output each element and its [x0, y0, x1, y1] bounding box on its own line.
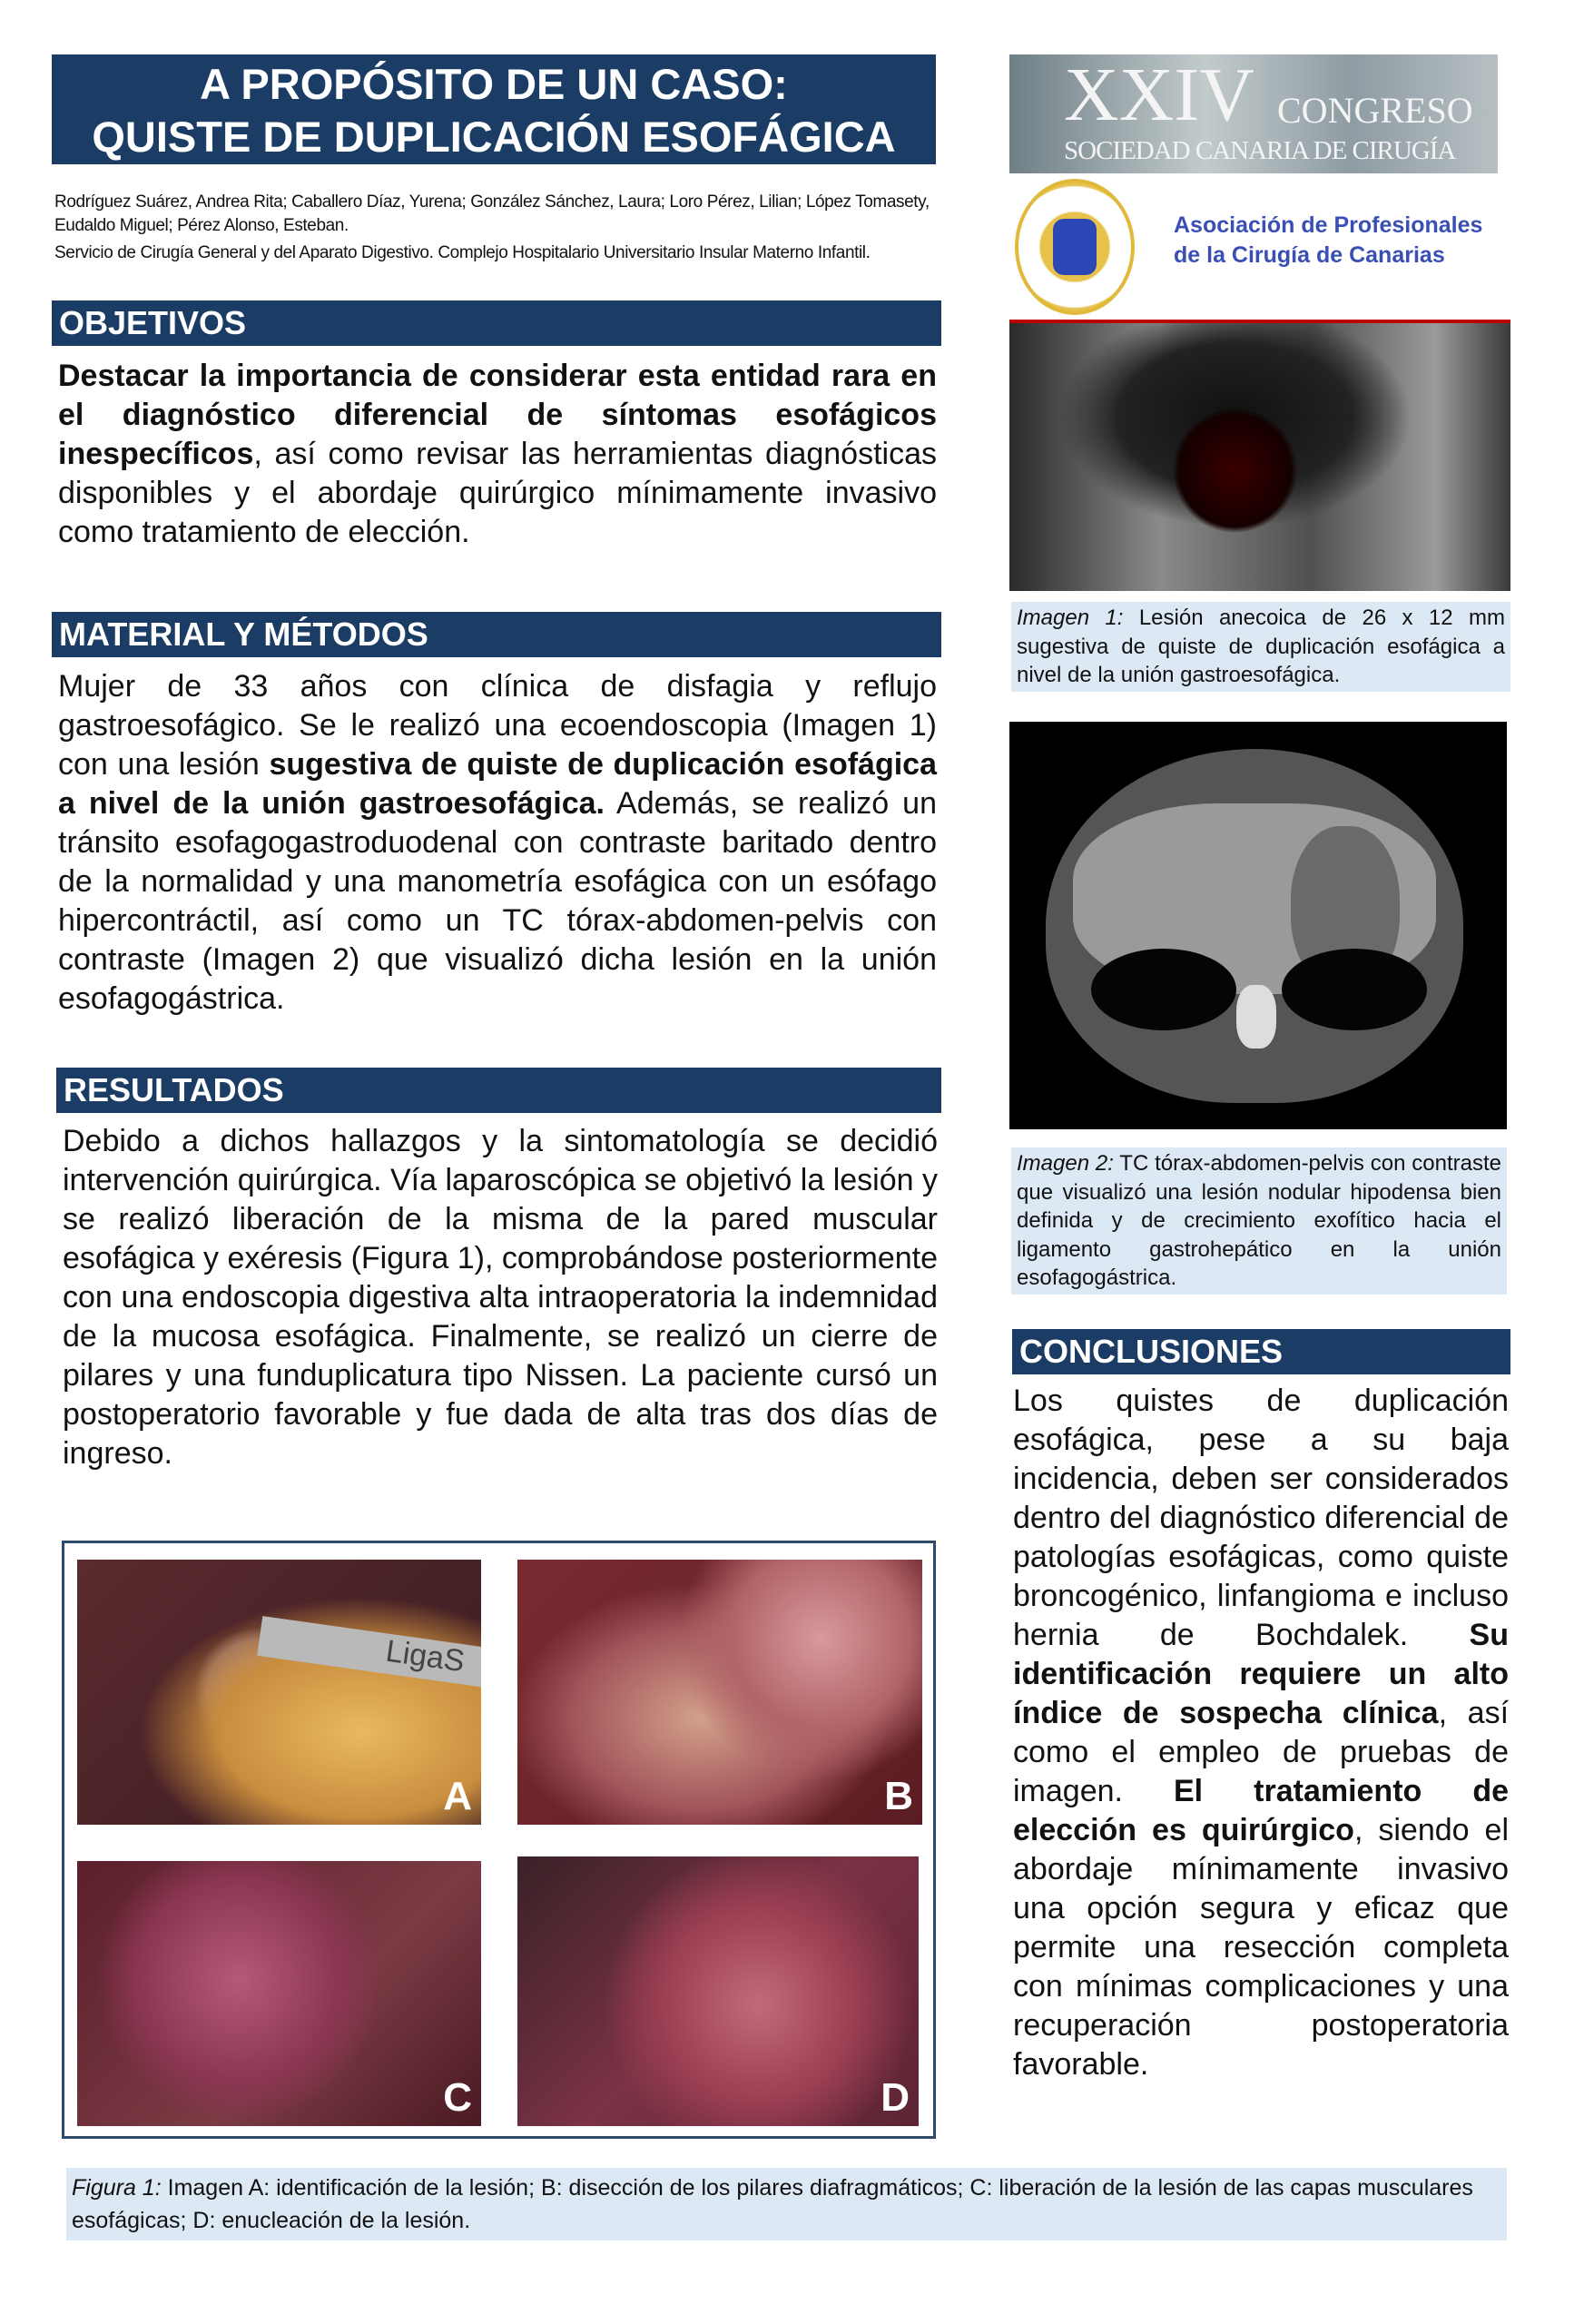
figure-1-caption: [66, 2168, 1507, 2240]
congress-logo: [1009, 54, 1498, 173]
panel-label-b: B: [884, 1774, 913, 1818]
material-p2: Además, se realizó un tránsito esofagogastroduodenal con contraste baritado dentro de la normalidad y una manometría esofágica con un esófago hipercontráctil, así como un TC tórax-abdomen-pelvis con contraste (Imagen 2) que visualizó dicha lesión en la unión esofagogástrica.: [58, 786, 937, 1016]
imagen-1-label: Imagen 1:: [1017, 606, 1124, 630]
conclusiones-t3: , siendo el abordaje mínimamente invasivo una opción segura y eficaz que permite una resección completa con mínimas complicaciones y una recuperación postoperatoria favorable.: [1013, 1813, 1509, 2082]
resultados-heading: RESULTADOS: [56, 1068, 941, 1113]
surgical-photo-c: [77, 1861, 481, 2126]
material-heading: MATERIAL Y MÉTODOS: [52, 612, 941, 657]
authors-block: [54, 191, 944, 265]
objetivos-text: [58, 357, 937, 552]
panel-label-c: C: [443, 2075, 472, 2120]
imagen-2-caption: [1011, 1147, 1507, 1295]
resultados-text: Debido a dichos hallazgos y la sintomatología se decidió intervención quirúrgica. Vía laparoscópica se objetivó la lesión y se realizó liberación de la misma de la pared muscular esofágica y exéresis (Figura 1), comprobándose posteriormente con una endoscopia digestiva alta intraoperatoria la indemnidad de la mucosa esofágica. Finalmente, se realizó un cierre de pilares y una funduplicatura tipo Nissen. La paciente cursó un postoperatorio favorable y fue dada de alta tras dos días de ingreso.: [63, 1124, 938, 1471]
surgical-photo-a: [77, 1560, 481, 1825]
figure-1-label: Figura 1:: [72, 2175, 162, 2201]
affiliation: Servicio de Cirugía General y del Aparato Digestivo. Complejo Hospitalario Universitario Insular Materno Infantil.: [54, 243, 871, 262]
endoscopic-ultrasound-image: [1009, 320, 1510, 591]
conclusiones-t2: , así como el empleo de pruebas de imagen.: [1013, 1696, 1510, 1808]
ct-scan-image: [1009, 722, 1507, 1129]
congress-number: XXIV: [1064, 53, 1254, 137]
association-name: [1174, 211, 1482, 271]
imagen-2-caption-text: TC tórax-abdomen-pelvis con contraste que visualizó una lesión nodular hipodensa bien definida y de crecimiento exofítico hacia el ligamento gastrohepático en la unión esofagogástrica.: [1017, 1151, 1502, 1290]
surgical-photo-d: [517, 1856, 919, 2126]
material-text: [58, 667, 937, 1019]
conclusiones-heading: CONCLUSIONES: [1012, 1329, 1510, 1374]
title-line-1: A PROPÓSITO DE UN CASO:: [200, 60, 788, 108]
surgical-photo-b: [517, 1560, 922, 1825]
conclusiones-b2: El tratamiento de elección es quirúrgico: [1013, 1774, 1510, 1847]
association-line-1: Asociación de Profesionales: [1174, 212, 1483, 238]
panel-label-d: D: [881, 2075, 910, 2120]
conclusiones-text: [1013, 1382, 1509, 2084]
association-line-2: de la Cirugía de Canarias: [1174, 242, 1445, 268]
conclusiones-b1: Su identificación requiere un alto índice de sospecha clínica: [1013, 1618, 1509, 1730]
panel-label-a: A: [443, 1774, 472, 1818]
poster-title: [52, 54, 936, 164]
objetivos-heading: OBJETIVOS: [52, 300, 941, 346]
figure-1: [62, 1541, 936, 2139]
figure-1-caption-text: Imagen A: identificación de la lesión; B: disección de los pilares diafragmáticos; C: liberación de la lesión de las capas musculares esofágicas; D: enucleación de la lesión.: [72, 2175, 1473, 2233]
material-p1: Mujer de 33 años con clínica de disfagia y reflujo gastroesofágico. Se le realizó una ecoendoscopia (Imagen 1) con una lesión: [58, 669, 937, 782]
objetivos-bold: Destacar la importancia de considerar esta entidad rara en el diagnóstico diferencial de síntomas esofágicos inespecíficos: [58, 359, 937, 471]
authors: Rodríguez Suárez, Andrea Rita; Caballero Díaz, Yurena; González Sánchez, Laura; Loro Pérez, Lilian; López Tomasety, Eudaldo Miguel; Pérez Alonso, Esteban.: [54, 192, 930, 235]
conclusiones-t1: Los quistes de duplicación esofágica, pese a su baja incidencia, deben ser considerados dentro del diagnóstico diferencial de patologías esofágicas, como quiste broncogénico, linfangioma e incluso hernia de Bochdalek.: [1013, 1384, 1509, 1652]
congress-society: SOCIEDAD CANARIA DE CIRUGÍA: [1064, 136, 1456, 165]
material-bold: sugestiva de quiste de duplicación esofágica a nivel de la unión gastroesofágica.: [58, 747, 937, 821]
imagen-1-caption-text: Lesión anecoica de 26 x 12 mm sugestiva de quiste de duplicación esofágica a nivel de la unión gastroesofágica.: [1017, 606, 1505, 687]
society-seal-logo: [1015, 179, 1135, 315]
imagen-2-label: Imagen 2:: [1017, 1151, 1114, 1176]
congress-word: CONGRESO: [1277, 90, 1473, 131]
instrument-label: LigaS: [257, 1616, 481, 1689]
objetivos-rest: , así como revisar las herramientas diagnósticas disponibles y el abordaje quirúrgico mínimamente invasivo como tratamiento de elección.: [58, 437, 937, 549]
title-line-2: QUISTE DE DUPLICACIÓN ESOFÁGICA: [92, 113, 896, 161]
imagen-1-caption: [1011, 602, 1510, 692]
